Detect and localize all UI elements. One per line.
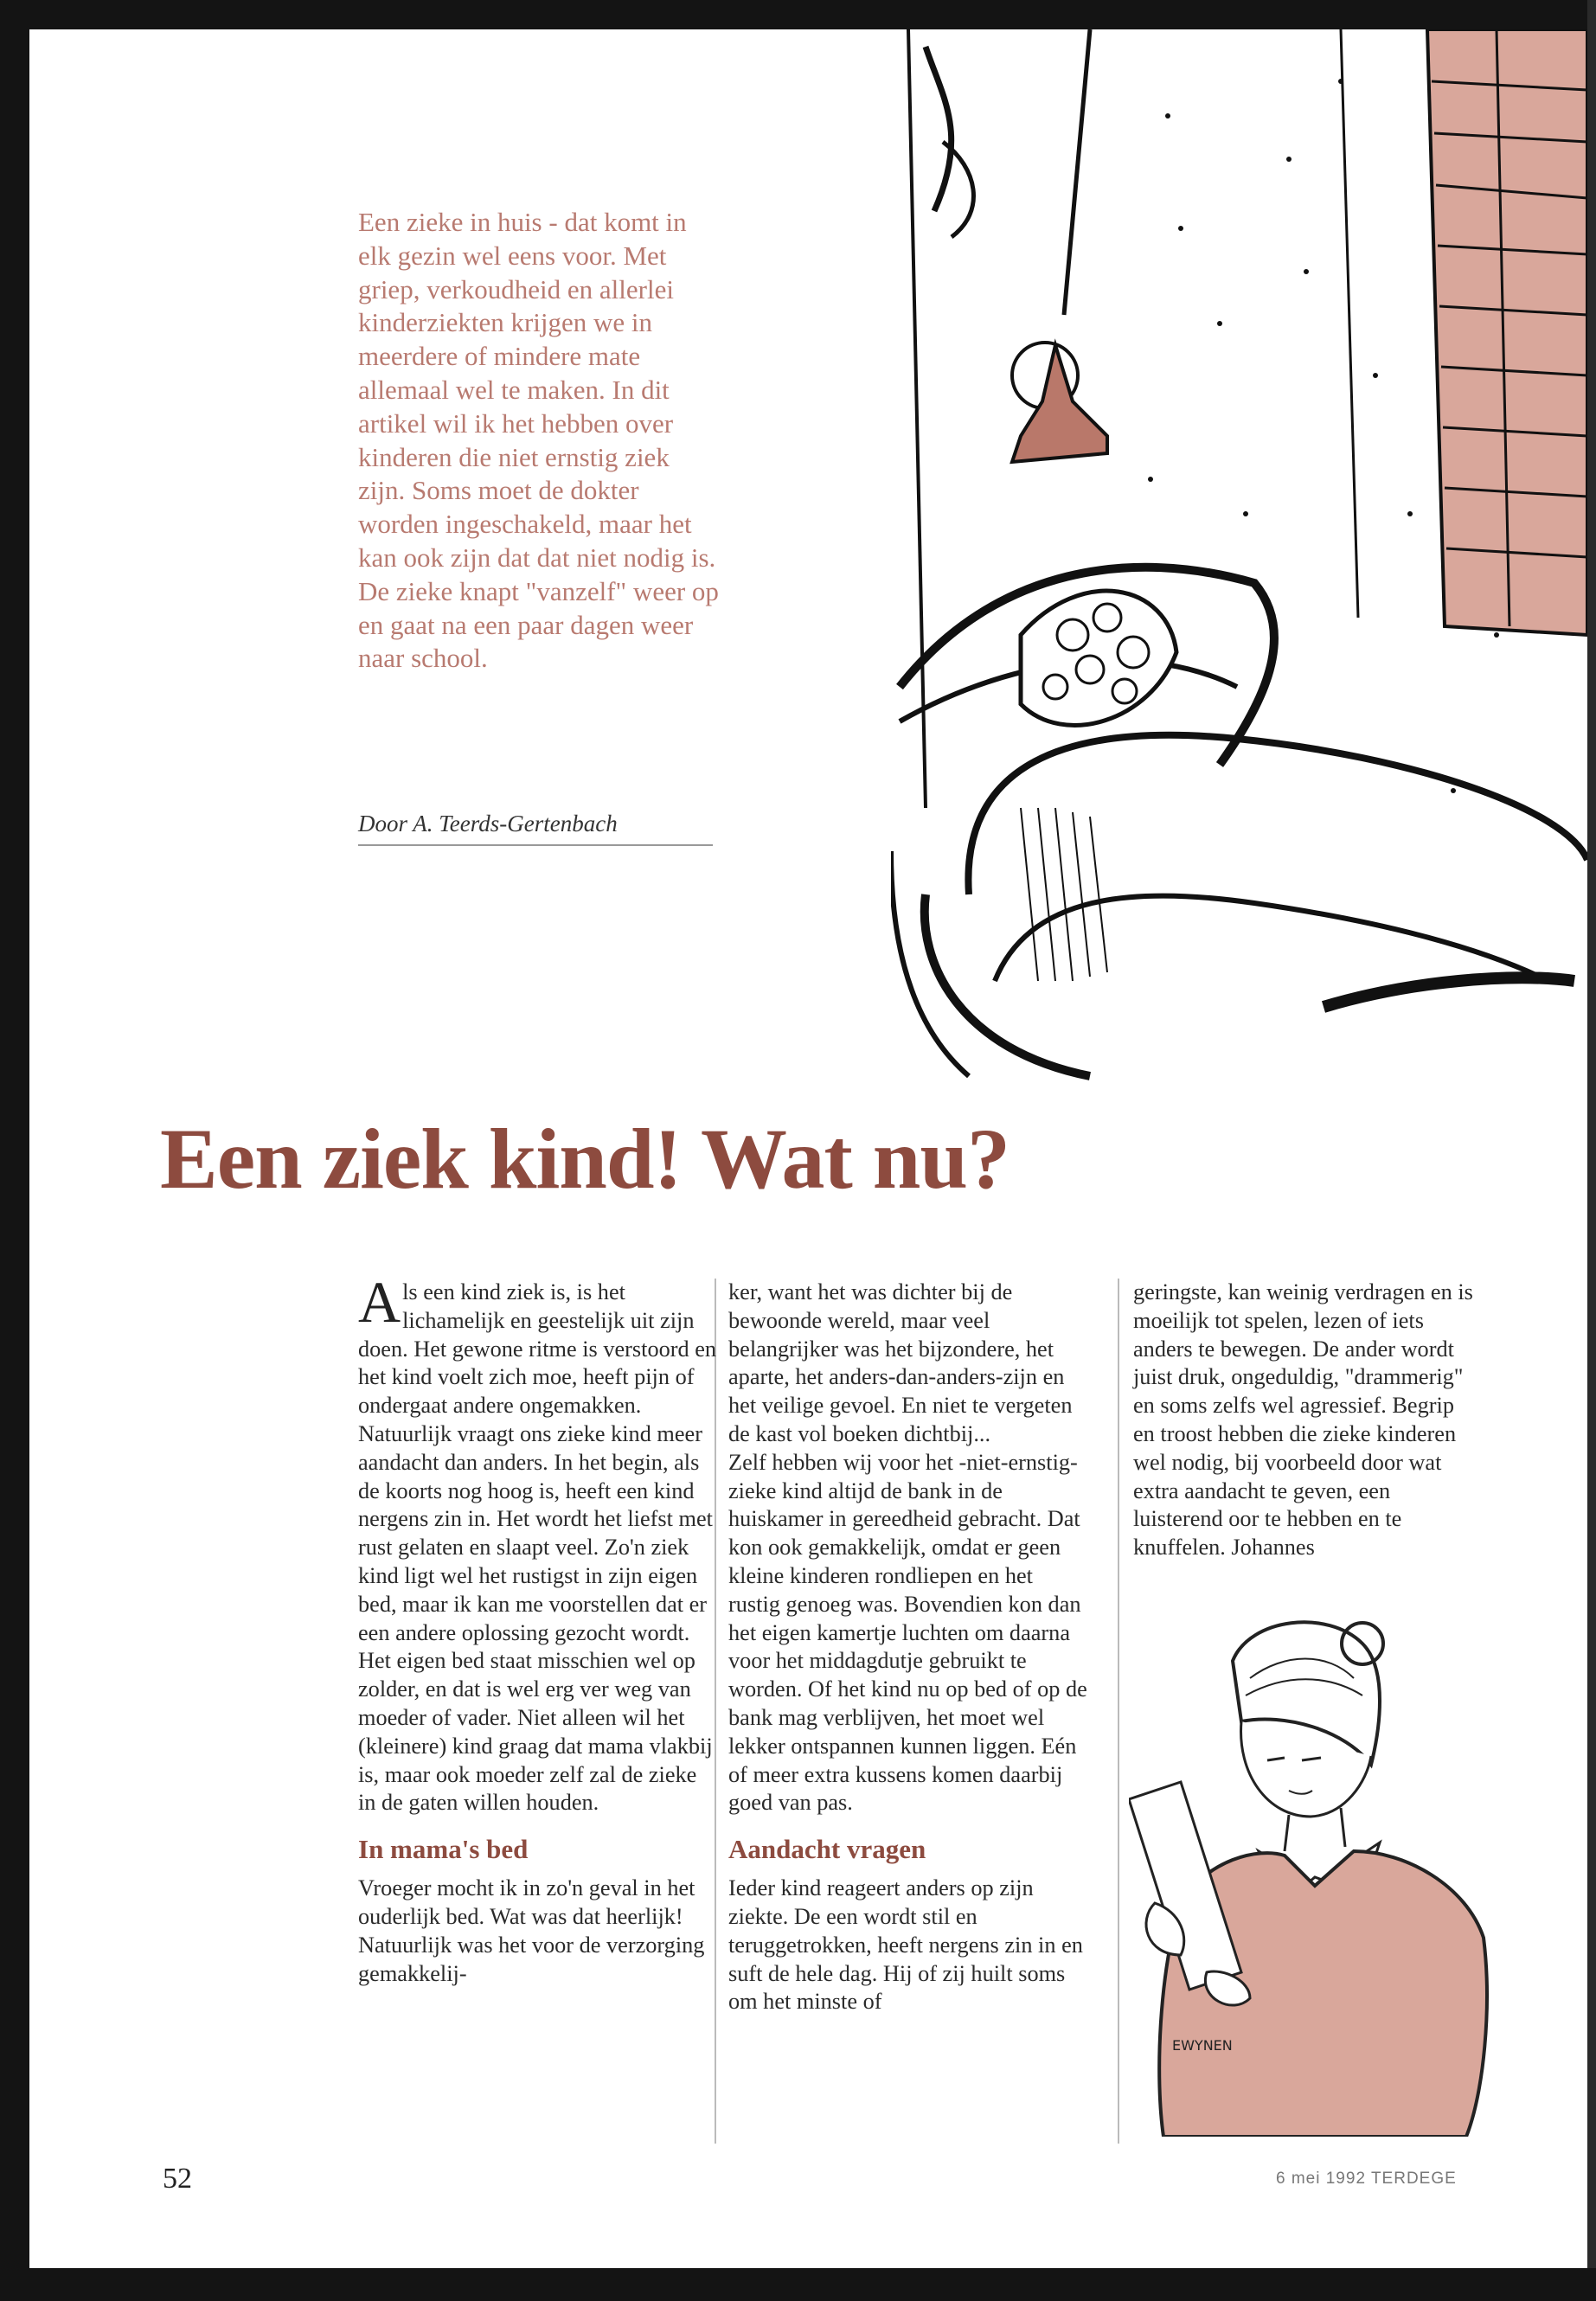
page-border-bottom (0, 2268, 1596, 2301)
paragraph: Vroeger mocht ik in zo'n geval in het ouderlijk bed. Wat was dat heerlijk! Natuurlijk was het voor de verzorging gemakkelij- (358, 1875, 705, 1986)
intro-paragraph: Een zieke in huis - dat komt in elk gezin wel eens voor. Met griep, verkoudheid en allerlei kinderziekten krijgen we in meerdere of mindere mate allemaal wel te maken. In dit artikel wil ik het hebben over kinderen die niet ernstig ziek zijn. Soms moet de dokter worden ingeschakeld, maar het kan ook zijn dat dat niet nodig is. De zieke knapt "vanzelf" weer op en gaat na een paar dagen weer naar school. (358, 207, 719, 674)
article-headline: Een ziek kind! Wat nu? (160, 1111, 1010, 1207)
subheading-in-mamas-bed: In mama's bed (358, 1834, 529, 1865)
article-column-3 (1133, 1279, 1479, 1562)
intro-text (358, 206, 721, 676)
subheading-aandacht-vragen: Aandacht vragen (728, 1834, 926, 1865)
page-number: 52 (163, 2163, 192, 2195)
column-divider (1118, 1279, 1119, 2144)
drop-cap: A (358, 1269, 401, 1335)
paragraph: ker, want het was dichter bij de bewoonde wereld, maar veel belangrijker was het bijzondere, het aparte, het anders-dan-anders-zijn en het veilige gevoel. En niet te vergeten de kast vol boeken dichtbij... (728, 1279, 1073, 1446)
sick-child-illustration (891, 29, 1587, 1089)
paragraph: geringste, kan weinig verdragen en is moeilijk tot spelen, lezen of iets anders te bewegen. De ander wordt juist druk, ongeduldig, "drammerig" en soms zelfs wel agressief. Begrip en troost hebben die zieke kinderen wel nodig, bij voorbeeld door wat extra aandacht te geven, een luisterend oor te hebben en te knuffelen. Johannes (1133, 1279, 1473, 1561)
illustrator-signature: EWYNEN (1172, 2037, 1233, 2054)
woman-reading-illustration (1129, 1609, 1492, 2137)
paragraph: Ieder kind reageert anders op zijn ziekte. De een wordt stil en teruggetrokken, heeft nergens zin in en suft de hele dag. Hij of zij huilt soms om het minste of (728, 1875, 1083, 2015)
page-border-right (1587, 0, 1596, 2301)
footer-issue-date: 6 mei 1992 TERDEGE (1276, 2170, 1457, 2188)
byline: Door A. Teerds-Gertenbach (358, 811, 713, 846)
article-column-2 (728, 1279, 1088, 2016)
page-border-left (0, 0, 29, 2301)
paragraph: Zelf hebben wij voor het -niet-ernstig- zieke kind altijd de bank in de huiskamer in gereedheid gebracht. Dat kon ook gemakkelijk, omdat er geen kleine kinderen rondliepen en het rustig genoeg was. Bovendien kon dan het eigen kamertje luchten om daarna voor het middagdutje gebruikt te worden. Of het kind nu op bed of op de bank mag verblijven, het moet wel lekker ontspannen kunnen liggen. Eén of meer extra kussens komen daarbij goed van pas. (728, 1449, 1087, 1816)
page-border-top (0, 0, 1596, 29)
paragraph-text: ls een kind ziek is, is het lichamelijk en geestelijk uit zijn doen. Het gewone ritme is verstoord en het kind voelt zich moe, heeft pijn of ondergaat andere ongemakken. Natuurlijk vraagt ons zieke kind meer aandacht dan anders. In het begin, als de koorts nog hoog is, heeft een kind nergens zin in. Het wordt het liefst met rust gelaten en slaapt veel. Zo'n ziek kind ligt wel het rustigst in zijn eigen bed, maar ik kan me voorstellen dat er een andere oplossing gezocht wordt. Het eigen bed staat misschien wel op zolder, en dat is wel erg ver weg van moeder of vader. Niet alleen wil het (kleinere) kind graag dat mama vlakbij is, maar ook moeder zelf zal de zieke in de gaten willen houden. (358, 1279, 717, 1816)
paragraph (358, 1269, 718, 1817)
article-column-1 (358, 1269, 718, 1988)
